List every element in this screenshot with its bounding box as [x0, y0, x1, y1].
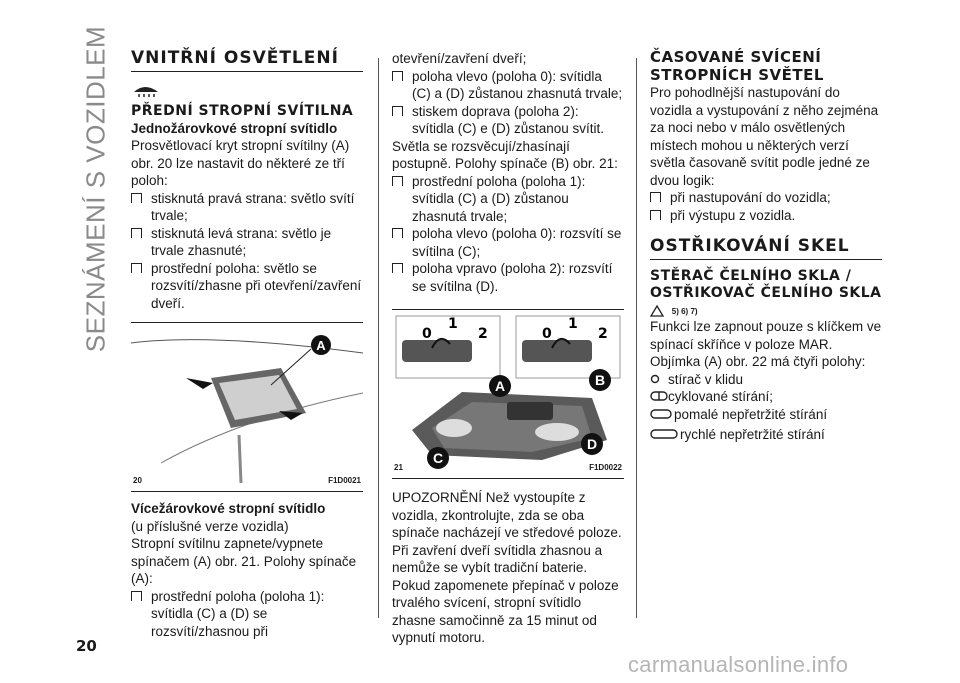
- list-item: při nastupování do vozidla;: [650, 189, 882, 207]
- paragraph: Stropní svítilnu zapnete/vypnete spínačem (A) obr. 21. Polohy spínače (A):: [131, 536, 357, 586]
- position-1: 1: [448, 316, 458, 332]
- figure-number: 20: [133, 475, 142, 485]
- dome-light-illustration: [131, 323, 363, 491]
- callout-c: C: [432, 450, 444, 466]
- slow-wiper-icon: [650, 409, 672, 419]
- references: 5) 6) 7): [671, 306, 698, 316]
- list-item: poloha vlevo (poloha 0): svítidla (C) a (D) zůstanou zhasnutá trvale;: [392, 68, 624, 103]
- multi-lamp-illustration: [392, 310, 624, 478]
- position-0: 0: [542, 326, 552, 342]
- list-item: prostřední poloha (poloha 1): svítidla (C) a (D) se rozsvítí/zhasnou při: [131, 588, 363, 641]
- list-item: prostřední poloha: světlo se rozsvítí/zhasne při otevření/zavření dveří.: [131, 260, 363, 313]
- section-title: OSTŘIKOVÁNÍ SKEL: [650, 236, 882, 260]
- list-item: rychlé nepřetržité stírání: [650, 426, 882, 444]
- bullet-icon: [131, 193, 142, 203]
- callout-d: D: [586, 436, 598, 452]
- bullet-icon: [131, 228, 142, 238]
- bullet-icon: [392, 263, 403, 273]
- bullet-icon: [650, 192, 661, 202]
- position-1: 1: [568, 316, 578, 332]
- callout-b: B: [594, 372, 606, 388]
- paragraph: Prosvětlovací kryt stropní svítilny (A) obr. 20 lze nastavit do některé ze tří poloh:: [131, 138, 350, 188]
- list-item: pomalé nepřetržité stírání: [650, 406, 882, 424]
- column-divider: [636, 58, 637, 618]
- fast-wiper-icon: [650, 429, 678, 439]
- intermittent-wiper-icon: [650, 391, 668, 401]
- subsection-title: ČASOVANÉ SVÍCENÍ STROPNÍCH SVĚTEL: [650, 48, 824, 84]
- figure-code: F1D0021: [328, 475, 361, 485]
- paragraph: Světla se rozsvěcují/zhasínají postupně. Polohy spínače (B) obr. 21:: [392, 138, 618, 171]
- figure-code: F1D0022: [589, 462, 622, 472]
- position-2: 2: [598, 326, 608, 342]
- column-3: [650, 48, 882, 444]
- list-item: při výstupu z vozidla.: [650, 207, 882, 225]
- bullet-icon: [392, 106, 403, 116]
- callout-a: A: [316, 338, 326, 353]
- off-icon: [650, 374, 660, 384]
- page-number: 20: [76, 637, 97, 655]
- bullet-icon: [131, 263, 142, 273]
- figure-21: [392, 309, 624, 479]
- interior-light-icon: [131, 78, 161, 98]
- bullet-icon: [392, 71, 403, 81]
- list-item: poloha vpravo (poloha 2): rozsvítí se svítilna (D).: [392, 260, 624, 295]
- bullet-icon: [650, 210, 661, 220]
- heading: Jednožárovkové stropní svítidlo: [131, 120, 338, 136]
- list-item: stírač v klidu: [650, 371, 882, 389]
- heading: Vícežárovkové stropní svítidlo: [131, 501, 326, 516]
- list-item: poloha vlevo (poloha 0): rozsvítí se svítilna (C);: [392, 225, 624, 260]
- side-tab: [74, 25, 118, 353]
- figure-number: 21: [394, 462, 403, 472]
- subsection-title: STĚRAČ ČELNÍHO SKLA / OSTŘIKOVAČ ČELNÍHO SKLA: [650, 268, 882, 301]
- callout-a: A: [494, 378, 506, 394]
- list-item: cyklované stírání;: [650, 388, 882, 406]
- side-tab-label: SEZNÁMENÍ S VOZIDLEM: [80, 25, 111, 353]
- list-item: prostřední poloha (poloha 1): svítidla (C) a (D) zůstanou zhasnutá trvale;: [392, 173, 624, 226]
- column-1: [131, 48, 363, 640]
- paragraph: otevření/zavření dveří;: [392, 51, 527, 66]
- column-divider: [378, 58, 379, 618]
- paragraph: (u příslušné verze vozidla): [131, 518, 289, 534]
- figure-20: [131, 322, 363, 492]
- paragraph: Funkci lze zapnout pouze s klíčkem ve spínací skříňce v poloze MAR.: [650, 319, 882, 352]
- paragraph: Pro pohodlnější nastupování do vozidla a vystupování z něho zejména za noci nebo v málo osvětlených místech mohou u některých verzí světla časovaně svítit podle jedné ze dvou logik:: [650, 85, 879, 188]
- position-0: 0: [422, 326, 432, 342]
- bullet-icon: [392, 228, 403, 238]
- position-2: 2: [478, 326, 488, 342]
- section-title: VNITŘNÍ OSVĚTLENÍ: [131, 48, 363, 72]
- list-item: stiskem doprava (poloha 2): svítidla (C) e (D) zůstanou svítit.: [392, 103, 624, 138]
- warning-paragraph: UPOZORNĚNÍ Než vystoupíte z vozidla, zkontrolujte, zda se oba spínače nacházejí ve středové poloze. Při zavření dveří svítidla zhasnou a nemůže se vybít tradiční baterie. Pokud zapomenete přepínač v poloze trvalého svícení, stropní svítidlo zhasne samočinně za 15 minut od vypnutí motoru.: [392, 490, 622, 645]
- warning-icon: [650, 305, 664, 317]
- paragraph: Objímka (A) obr. 22 má čtyři polohy:: [650, 354, 866, 369]
- refs-row: [650, 302, 882, 318]
- bullet-icon: [392, 176, 403, 186]
- list-item: stisknutá pravá strana: světlo svítí trvale;: [131, 190, 363, 225]
- watermark: carmanualsonline.info: [628, 652, 849, 677]
- bullet-icon: [131, 591, 142, 601]
- subsection-title: PŘEDNÍ STROPNÍ SVÍTILNA: [131, 102, 354, 119]
- list-item: stisknutá levá strana: světlo je trvale zhasnuté;: [131, 225, 363, 260]
- column-2: [392, 50, 624, 647]
